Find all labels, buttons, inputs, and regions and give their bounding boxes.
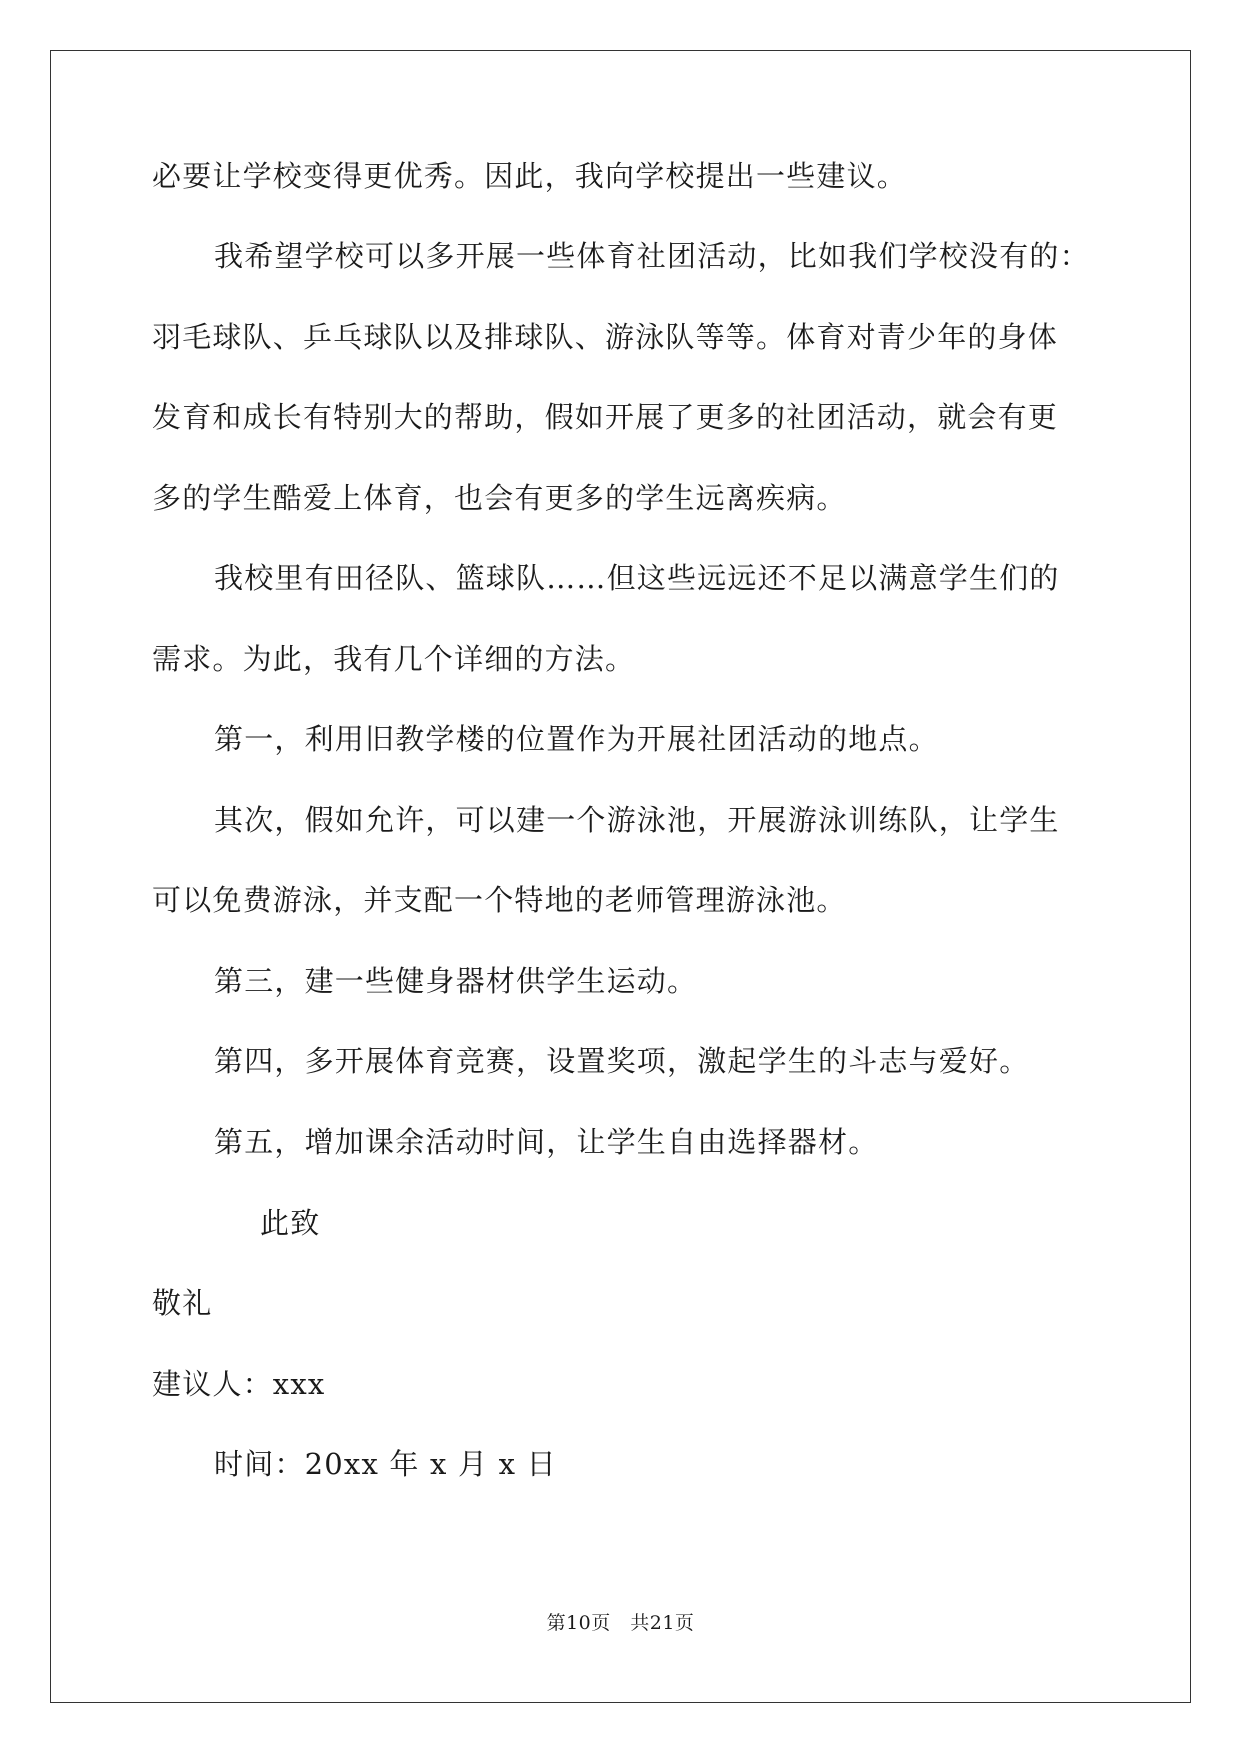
page-number-footer: 第10页 共21页	[546, 1612, 695, 1634]
signature-proposer: 建议人：xxx	[152, 1367, 326, 1401]
closing-salutation: 此致	[260, 1206, 321, 1240]
body-line-3: 羽毛球队、乒乓球队以及排球队、游泳队等等。体育对青少年的身体	[152, 320, 1059, 354]
body-line-13: 第五，增加课余活动时间，让学生自由选择器材。	[214, 1125, 879, 1159]
body-line-7: 需求。为此，我有几个详细的方法。	[152, 642, 636, 676]
closing-regards: 敬礼	[152, 1286, 213, 1320]
body-line-12: 第四，多开展体育竞赛，设置奖项，激起学生的斗志与爱好。	[214, 1044, 1030, 1078]
signature-date: 时间：20xx 年 x 月 x 日	[214, 1447, 557, 1481]
body-line-6: 我校里有田径队、篮球队……但这些远远还不足以满意学生们的	[214, 561, 1060, 595]
body-line-4: 发育和成长有特别大的帮助，假如开展了更多的社团活动，就会有更	[152, 400, 1059, 434]
body-line-1: 必要让学校变得更优秀。因此，我向学校提出一些建议。	[152, 159, 908, 193]
body-line-9: 其次，假如允许，可以建一个游泳池，开展游泳训练队，让学生	[214, 803, 1060, 837]
body-line-5: 多的学生酷爱上体育，也会有更多的学生远离疾病。	[152, 481, 847, 515]
body-line-10: 可以免费游泳，并支配一个特地的老师管理游泳池。	[152, 883, 847, 917]
body-line-11: 第三，建一些健身器材供学生运动。	[214, 964, 698, 998]
body-line-8: 第一，利用旧教学楼的位置作为开展社团活动的地点。	[214, 722, 939, 756]
body-line-2: 我希望学校可以多开展一些体育社团活动，比如我们学校没有的：	[214, 239, 1090, 273]
